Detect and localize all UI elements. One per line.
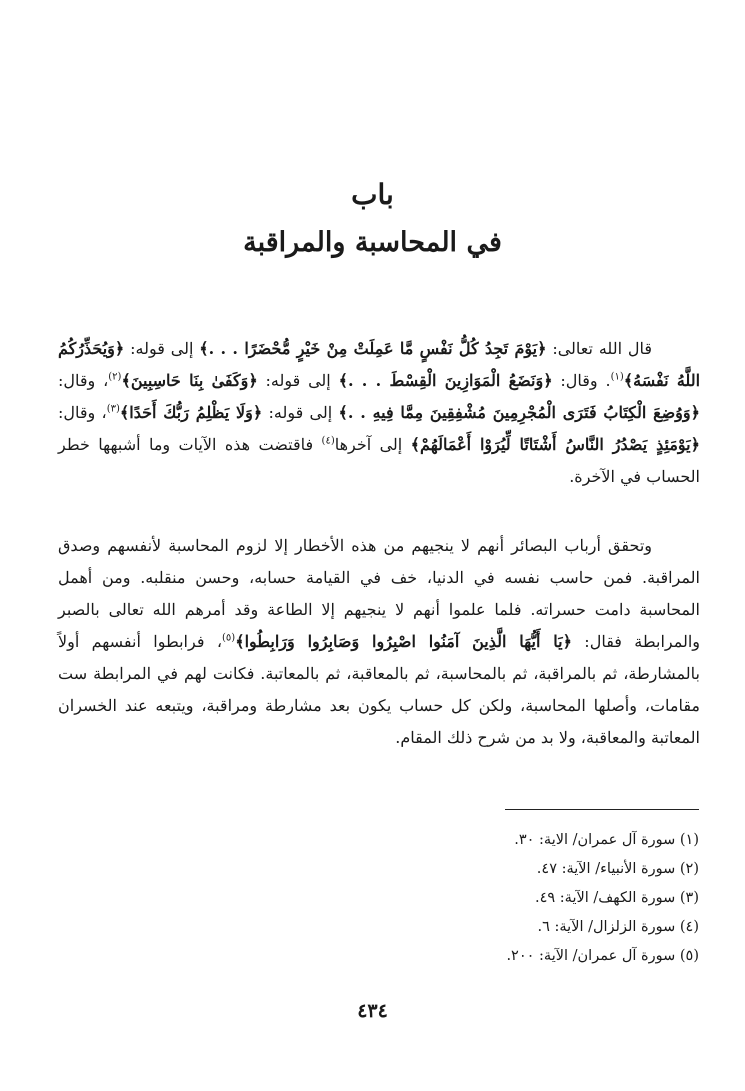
paragraph-2 [58, 530, 700, 754]
footnote-ref: (٤) [321, 435, 335, 447]
quran-verse: ﴿وَوُضِعَ الْكِتَابُ فَتَرَى الْمُجْرِمِينَ مُشْفِقِينَ مِمَّا فِيهِ . .﴾ [338, 403, 701, 422]
footnote-item: (٤) سورة الزلزال/ الآية: ٦. [537, 919, 699, 935]
quran-verse: ﴿وَنَضَعُ الْمَوَازِينَ الْقِسْطَ . . .﴾ [338, 371, 553, 390]
quran-verse: ﴿يَوْمَ تَجِدُ كُلُّ نَفْسٍ مَّا عَمِلَتْ مِنْ خَيْرٍ مُّحْضَرًا . . .﴾ [199, 339, 547, 358]
footnotes-list [99, 826, 699, 971]
text-segment: فاقتضت هذه الآيات وما أشبهها خطر الحساب في الآخرة. [58, 435, 700, 486]
quran-verse: ﴿وَكَفَىٰ بِنَا حَاسِبِينَ﴾ [121, 371, 258, 390]
chapter-title: في المحاسبة والمراقبة [243, 227, 502, 258]
footnote-ref: (٣) [106, 403, 120, 415]
text-segment: ، وقال: [58, 403, 107, 422]
text-segment: إلى آخرها [334, 435, 411, 454]
text-segment: ، وقال: [58, 371, 109, 390]
quran-verse: ﴿يَا أَيُّهَا الَّذِينَ آمَنُوا اصْبِرُوا وَصَابِرُوا وَرَابِطُوا﴾ [235, 632, 572, 651]
text-segment: إلى قوله: [262, 403, 339, 422]
footnote-item: (٣) سورة الكهف/ الآية: ٤٩. [534, 890, 699, 906]
footnote-ref: (٥) [222, 632, 236, 644]
footnote-item: (٥) سورة آل عمران/ الآية: ٢٠٠. [506, 948, 699, 964]
text-segment: ، فرابطوا أنفسهم أولاً بالمشارطة، ثم بالمراقبة، ثم بالمحاسبة، ثم بالمعاقبة، ثم بالمعاتبة. فكانت لهم في المرابطة ست مقامات، وأصلها المحاسبة، ولكن كل حساب يكون بعد مشارطة ومراقبة، ويتبعه عند الخسران المعاتبة والمعاقبة، ولا بد من شرح ذلك المقام. [58, 632, 700, 747]
text-segment: إلى قوله: [257, 371, 339, 390]
quran-verse: ﴿يَوْمَئِذٍ يَصْدُرُ النَّاسُ أَشْتَاتًا لِّيُرَوْا أَعْمَالَهُمْ﴾ [410, 435, 700, 454]
chapter-label: باب [351, 178, 394, 211]
page-number: ٤٣٤ [357, 1000, 388, 1022]
text-segment: إلى قوله: [124, 339, 200, 358]
quran-verse: ﴿وَلَا يَظْلِمُ رَبُّكَ أَحَدًا﴾ [119, 403, 263, 422]
footnote-item: (٢) سورة الأنبياء/ الآية: ٤٧. [536, 861, 699, 877]
footnote-ref: (١) [610, 371, 624, 383]
text-segment: وتحقق أرباب البصائر أنهم لا ينجيهم من هذه الأخطار إلا لزوم المحاسبة لأنفسهم وصدق المراقبة. فمن حاسب نفسه في الدنيا، خف في القيامة حسابه، وحسن منقلبه. ومن أهمل المحاسبة دامت حسراته. فلما علموا أنهم لا ينجيهم إلا الطاعة وقد أمرهم الله تعالى بالصبر والمرابطة فقال: [58, 536, 701, 651]
footnote-divider [505, 809, 699, 810]
text-segment: قال الله تعالى: [546, 339, 653, 358]
text-segment: . وقال: [552, 371, 611, 390]
footnote-item: (١) سورة آل عمران/ الاية: ٣٠. [514, 832, 699, 848]
paragraph-1 [58, 333, 700, 493]
quran-verse: ﴿وَيُحَذِّرُكُمُ اللَّهُ نَفْسَهُ﴾ [58, 339, 701, 390]
footnote-ref: (٢) [108, 371, 122, 383]
